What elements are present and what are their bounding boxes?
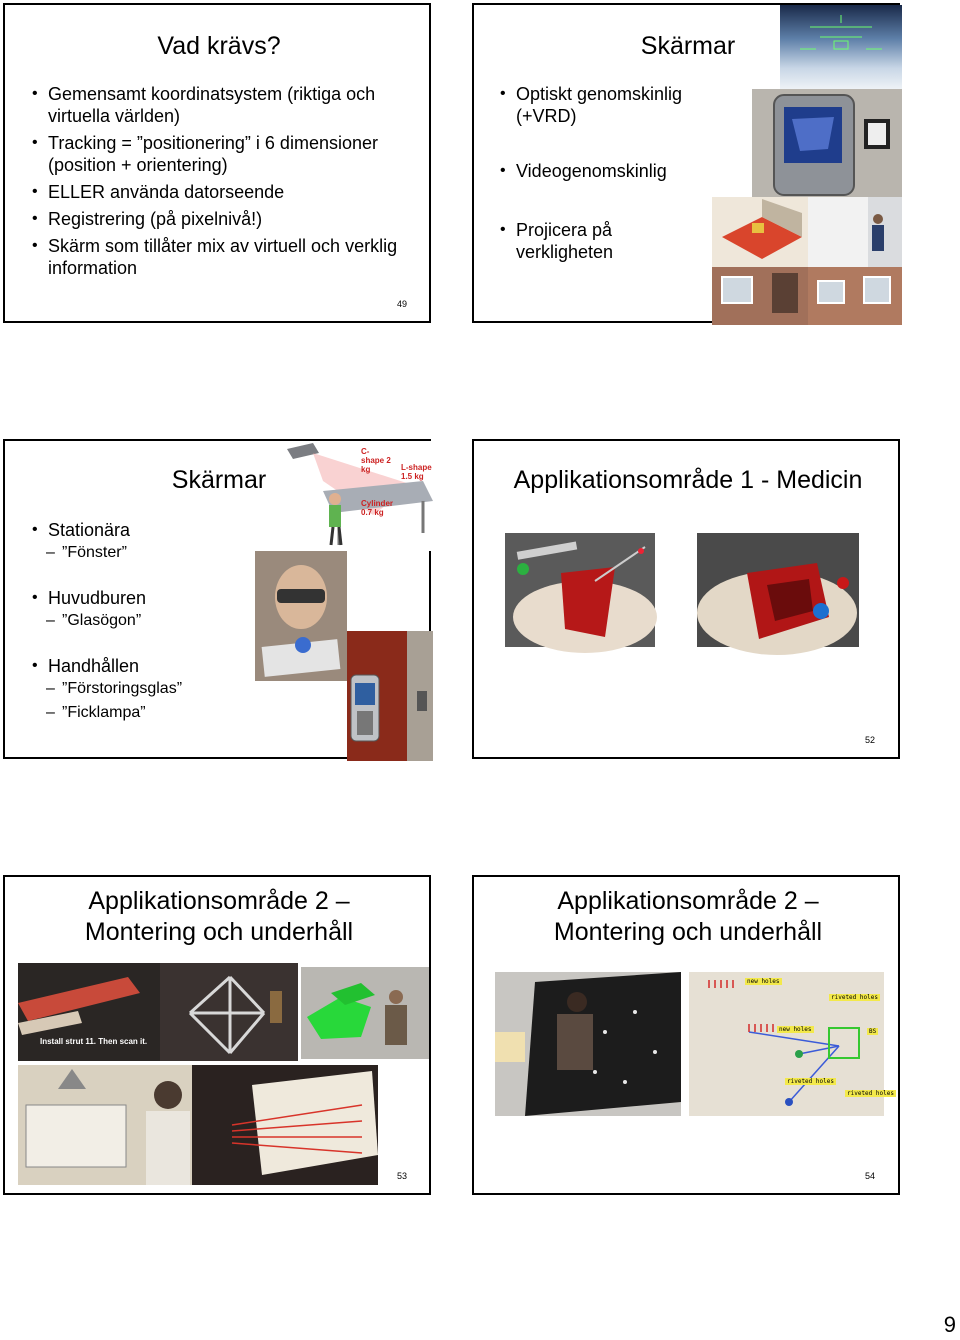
bullet-item bbox=[498, 160, 728, 182]
projection-room-image bbox=[712, 197, 808, 267]
room-model-icon bbox=[712, 197, 808, 267]
annotation-label: riveted holes bbox=[787, 1078, 834, 1085]
strut-install-image bbox=[18, 963, 160, 1061]
bullet-item bbox=[498, 83, 728, 127]
printer-icon bbox=[18, 1065, 192, 1185]
green-cad-icon bbox=[301, 967, 429, 1059]
stationary-display-diagram bbox=[283, 441, 433, 551]
bullet-list bbox=[30, 83, 420, 279]
bullet-item bbox=[30, 181, 420, 203]
slide-title-line-2: Montering och underhåll bbox=[84, 918, 354, 946]
projection-table-icon bbox=[283, 441, 433, 551]
slide-title-line-2: Montering och underhåll bbox=[553, 918, 823, 946]
bullet-item bbox=[30, 132, 420, 176]
bullet-item bbox=[30, 83, 420, 127]
medical-ar-image-1 bbox=[505, 533, 655, 647]
slide-title: Skärmar bbox=[171, 466, 267, 494]
handheld-display-image bbox=[752, 89, 902, 197]
slide-49 bbox=[3, 3, 431, 323]
phone-icon bbox=[347, 631, 433, 761]
hud-symbology-icon bbox=[780, 5, 902, 89]
slide-title-line-1: Applikationsområde 2 – bbox=[557, 887, 819, 915]
sub-bullet: – ”Förstoringsglas” bbox=[30, 677, 270, 701]
laser-printer-image bbox=[192, 1065, 378, 1185]
slide-50 bbox=[472, 3, 900, 323]
slide-title: Vad krävs? bbox=[157, 32, 281, 60]
handheld-device-icon bbox=[752, 89, 902, 197]
strut-icon bbox=[18, 963, 160, 1061]
brain-model-icon bbox=[697, 533, 859, 647]
projection-brick-image-1 bbox=[712, 267, 808, 325]
bullet-item bbox=[30, 235, 420, 279]
slide-title: Skärmar bbox=[640, 32, 736, 60]
bullet-item bbox=[30, 208, 420, 230]
hud-sky-image bbox=[780, 5, 902, 89]
annotation-label: new holes bbox=[747, 978, 780, 985]
bullet-text: Handhållen bbox=[48, 656, 140, 676]
medical-ar-image-2 bbox=[697, 533, 859, 647]
person-with-hmd-icon bbox=[255, 551, 347, 681]
page-number: 9 bbox=[943, 1312, 956, 1337]
laser-guide-icon bbox=[192, 1065, 378, 1185]
window-icon bbox=[712, 267, 808, 325]
bullet-list bbox=[498, 83, 728, 263]
handheld-phone-image bbox=[347, 631, 433, 761]
annotation-label: riveted holes bbox=[847, 1090, 894, 1097]
slide-title: Applikationsområde 1 - Medicin bbox=[513, 466, 863, 494]
slide-number: 54 bbox=[865, 1171, 876, 1181]
ar-hole-guidance-image bbox=[689, 972, 894, 1116]
space-frame-icon bbox=[160, 963, 298, 1061]
bullet-text: Skärm som tillåter mix av virtuell och verklig information bbox=[48, 236, 398, 278]
annotation-label: riveted holes bbox=[831, 994, 878, 1001]
bullet-text: Tracking = ”positionering” i 6 dimensioner (position + orientering) bbox=[48, 133, 378, 175]
green-model-image bbox=[301, 967, 429, 1059]
sub-bullet: – ”Glasögon” bbox=[30, 609, 270, 633]
bullet-item bbox=[30, 655, 270, 725]
instruction-caption: Install strut 11. Then scan it. bbox=[40, 1037, 148, 1046]
slide-title-line-1: Applikationsområde 2 – bbox=[88, 887, 350, 915]
bullet-item bbox=[30, 519, 270, 565]
bullet-item bbox=[498, 219, 656, 263]
sub-bullet: – ”Fönster” bbox=[30, 541, 270, 565]
bullet-text: Registrering (på pixelnivå!) bbox=[48, 209, 263, 229]
bullet-text: Videogenomskinlig bbox=[516, 161, 667, 181]
bullet-text: Stationära bbox=[48, 520, 131, 540]
head-mounted-display-image bbox=[255, 551, 347, 681]
slide-number: 53 bbox=[397, 1171, 408, 1181]
bullet-text: ELLER använda datorseende bbox=[48, 182, 285, 202]
c-shape-label: C-shape 2 kg bbox=[361, 447, 391, 474]
window-icon bbox=[808, 267, 902, 325]
printer-maintenance-image bbox=[18, 1065, 192, 1185]
surgery-model-icon bbox=[505, 533, 655, 647]
bullet-text: Gemensamt koordinatsystem (riktiga och virtuella världen) bbox=[48, 84, 376, 126]
slide-51 bbox=[3, 439, 431, 759]
slide-54 bbox=[472, 875, 900, 1195]
bullet-text: Projicera på verkligheten bbox=[516, 220, 614, 262]
panel-worker-icon bbox=[495, 972, 681, 1116]
annotation-label: new holes bbox=[779, 1026, 812, 1033]
person-at-wall-icon bbox=[808, 197, 902, 267]
annotation-label: BS bbox=[869, 1028, 877, 1035]
cylinder-label: Cylinder 0.7 kg bbox=[361, 499, 394, 517]
projection-wall-image bbox=[808, 197, 902, 267]
l-shape-label: L-shape 1.5 kg bbox=[401, 463, 432, 481]
slide-53 bbox=[3, 875, 431, 1195]
space-frame-image bbox=[160, 963, 298, 1061]
bullet-item bbox=[30, 587, 270, 633]
slide-number: 52 bbox=[865, 735, 876, 745]
slide-52 bbox=[472, 439, 900, 759]
bullet-text: Huvudburen bbox=[48, 588, 147, 608]
aircraft-panel-image bbox=[495, 972, 681, 1116]
sub-bullet: – ”Ficklampa” bbox=[30, 701, 270, 725]
slide-number: 49 bbox=[397, 299, 408, 309]
projection-brick-image-2 bbox=[808, 267, 902, 325]
bullet-list bbox=[30, 519, 270, 725]
bullet-text: Optiskt genomskinlig (+VRD) bbox=[516, 84, 683, 126]
